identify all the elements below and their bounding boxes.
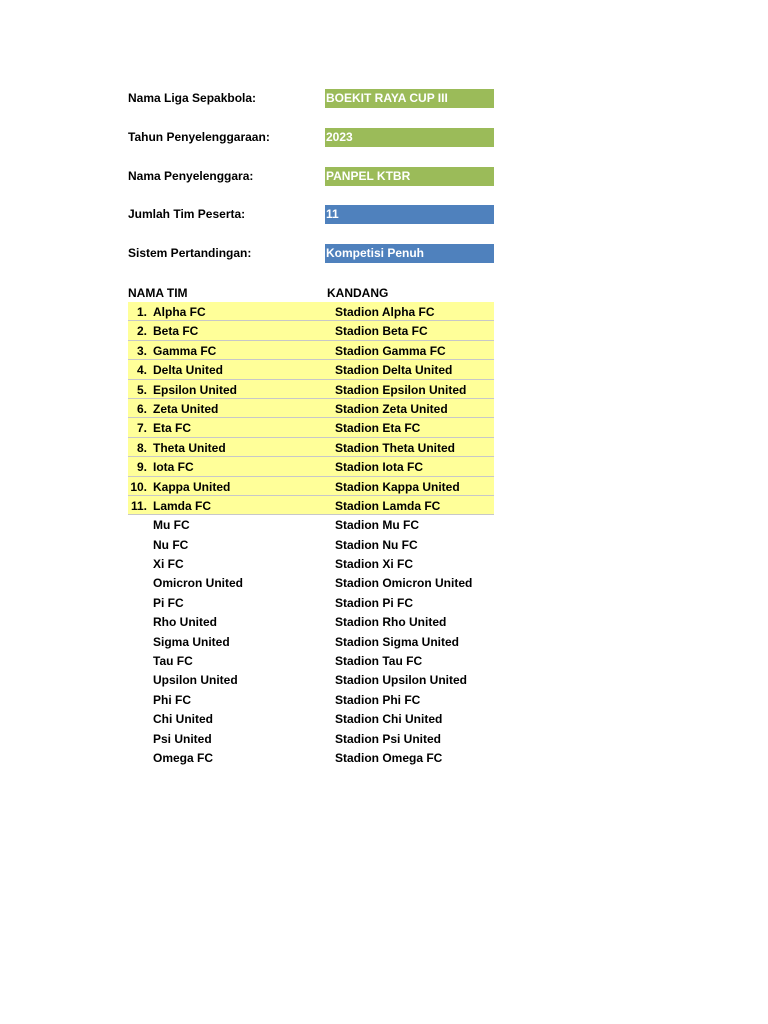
year-label: Tahun Penyelenggaraan: [128,130,270,144]
team-number: 2. [136,324,147,339]
table-row[interactable] [128,399,494,418]
team-stadium: Stadion Psi United [335,731,442,746]
league-name-row [128,89,494,109]
table-row[interactable] [128,418,494,437]
team-stadium: Stadion Xi FC [335,557,413,572]
team-name: Rho United [153,615,217,630]
team-stadium: Stadion Sigma United [335,634,460,649]
team-stadium: Stadion Eta FC [335,421,421,436]
team-number: 8. [136,440,147,455]
team-name: Kappa United [153,479,231,494]
organizer-label: Nama Penyelenggara: [128,169,254,183]
team-name: Tau FC [153,654,193,669]
team-number: 5. [136,382,147,397]
table-row[interactable] [128,496,494,515]
table-row[interactable] [128,515,494,534]
table-row[interactable] [128,670,494,689]
team-stadium: Stadion Kappa United [335,479,460,494]
team-stadium: Stadion Iota FC [335,460,423,475]
competition-system-row [128,244,494,264]
table-row[interactable] [128,477,494,496]
year-row [128,128,494,148]
team-name: Sigma United [153,634,230,649]
team-table-header [128,284,494,302]
league-name-label: Nama Liga Sepakbola: [128,91,257,105]
table-row[interactable] [128,632,494,651]
team-stadium: Stadion Zeta United [335,401,448,416]
organizer-row [128,167,494,187]
team-stadium: Stadion Nu FC [335,537,418,552]
table-row[interactable] [128,535,494,554]
team-name: Zeta United [153,401,219,416]
table-row[interactable] [128,593,494,612]
table-row[interactable] [128,438,494,457]
team-name: Pi FC [153,595,184,610]
team-stadium: Stadion Tau FC [335,654,423,669]
team-name: Mu FC [153,518,190,533]
team-number: 1. [136,305,147,319]
table-row[interactable] [128,709,494,728]
teams-count-row [128,205,494,225]
team-stadium: Stadion Beta FC [335,324,428,339]
team-number: 4. [136,363,147,378]
team-stadium: Stadion Upsilon United [335,673,467,688]
team-number: 3. [136,343,147,358]
team-stadium: Stadion Delta United [335,363,453,378]
table-row[interactable] [128,651,494,670]
table-row[interactable] [128,302,494,321]
home-stadium-header: KANDANG [327,286,389,300]
team-stadium: Stadion Phi FC [335,692,421,707]
team-stadium: Stadion Omicron United [335,576,473,591]
team-stadium: Stadion Chi United [335,712,443,727]
table-row[interactable] [128,341,494,360]
team-number: 7. [136,421,147,436]
team-name: Xi FC [153,557,184,572]
team-number: 6. [136,401,147,416]
team-name: Eta FC [153,421,192,436]
team-stadium: Stadion Omega FC [335,750,443,765]
team-name: Iota FC [153,460,194,475]
team-name: Gamma FC [153,343,217,358]
team-stadium: Stadion Epsilon United [335,382,467,397]
team-stadium: Stadion Rho United [335,615,447,630]
team-name: Alpha FC [153,305,206,319]
team-name: Epsilon United [153,382,237,397]
team-number: 9. [136,460,147,475]
table-row[interactable] [128,690,494,709]
competition-system-label: Sistem Pertandingan: [128,246,252,260]
team-name: Theta United [153,440,226,455]
table-row[interactable] [128,457,494,476]
team-name: Delta United [153,363,224,378]
table-row[interactable] [128,321,494,340]
team-list [128,302,494,767]
table-row[interactable] [128,612,494,631]
team-stadium: Stadion Gamma FC [335,343,446,358]
team-name: Upsilon United [153,673,238,688]
organizer-value[interactable]: PANPEL KTBR [325,167,494,186]
team-name: Omega FC [153,750,214,765]
table-row[interactable] [128,573,494,592]
team-number: 11. [130,498,147,513]
team-name: Chi United [153,712,213,727]
team-stadium: Stadion Theta United [335,440,455,455]
team-stadium: Stadion Lamda FC [335,498,441,513]
team-stadium: Stadion Mu FC [335,518,419,533]
table-row[interactable] [128,554,494,573]
table-row[interactable] [128,748,494,767]
competition-system-value[interactable]: Kompetisi Penuh [325,244,494,263]
team-number: 10. [130,479,147,494]
team-name: Omicron United [153,576,244,591]
team-name: Beta FC [153,324,199,339]
team-name: Phi FC [153,692,191,707]
team-stadium: Stadion Pi FC [335,595,413,610]
teams-count-value[interactable]: 11 [325,205,494,224]
table-row[interactable] [128,380,494,399]
team-name: Lamda FC [153,498,212,513]
year-value[interactable]: 2023 [325,128,494,147]
team-name-header: NAMA TIM [128,286,188,300]
teams-count-label: Jumlah Tim Peserta: [128,207,246,221]
league-name-value[interactable]: BOEKIT RAYA CUP III [325,89,494,108]
table-row[interactable] [128,360,494,379]
team-name: Nu FC [153,537,189,552]
table-row[interactable] [128,729,494,748]
team-name: Psi United [153,731,212,746]
team-stadium: Stadion Alpha FC [335,305,435,319]
